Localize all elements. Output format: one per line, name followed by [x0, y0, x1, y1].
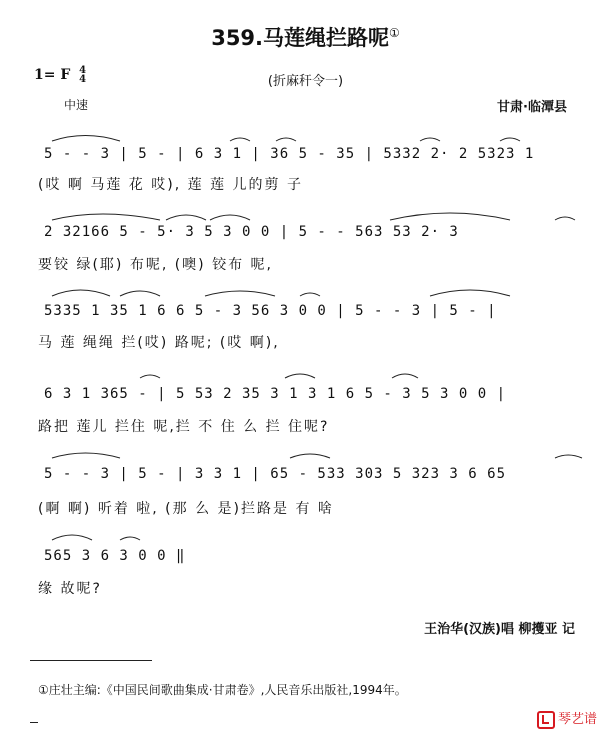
lyric-row: 要铰 绿(耶) 布呢, (噢) 铰布 呢,	[38, 257, 273, 273]
performer-credit: 王治华(汉族)唱 柳擭亚 记	[424, 622, 575, 637]
lyric-row: 马 莲 绳绳 拦(哎) 路呢; (哎 啊),	[38, 335, 280, 351]
footnote: ①庄壮主编:《中国民间歌曲集成·甘肃卷》,人民音乐出版社,1994年。	[38, 683, 407, 697]
key-signature: 1= F 4 4	[34, 65, 87, 85]
qupai-label: (折麻秆令一)	[267, 74, 344, 89]
time-signature: 4 4	[79, 65, 87, 85]
notation-row: 565 3 6 3 0 0 ‖	[44, 548, 186, 564]
logo-icon	[537, 711, 555, 729]
notation-row: 5 - - 3 | 5 - | 3 3 1 | 65 - 533 303 5 323 3 6 65	[44, 466, 507, 482]
tempo-marking: 中速	[64, 98, 89, 112]
watermark-logo: 琴艺谱	[537, 708, 597, 729]
notation-row: 5 - - 3 | 5 - | 6 3 1 | 36 5 - 35 | 5332 2· 2 5323 1	[44, 146, 535, 162]
notation-row: 6 3 1 365 - | 5 53 2 35 3 1 3 1 6 5 - 3 5 3 0 0 |	[44, 386, 507, 402]
lyric-row: (哎 啊 马莲 花 哎), 莲 莲 儿的剪 子	[38, 177, 303, 193]
lyric-row: (啊 啊) 听着 啦, (那 么 是)拦路是 有 啥	[38, 501, 334, 517]
song-title: 359.马莲绳拦路呢①	[211, 26, 400, 50]
footnote-divider	[30, 660, 152, 661]
page-mark	[30, 722, 38, 723]
lyric-row: 路把 莲儿 拦住 呢,拦 不 住 么 拦 住呢?	[38, 419, 330, 435]
notation-row: 2 32166 5 - 5· 3 5 3 0 0 | 5 - - 563 53 2· 3	[44, 224, 459, 240]
notation-row: 5335 1 35 1 6 6 5 - 3 56 3 0 0 | 5 - - 3 | 5 - |	[44, 303, 497, 319]
lyric-row: 缘 故呢?	[38, 581, 102, 597]
song-origin: 甘肃·临潭县	[497, 100, 567, 115]
